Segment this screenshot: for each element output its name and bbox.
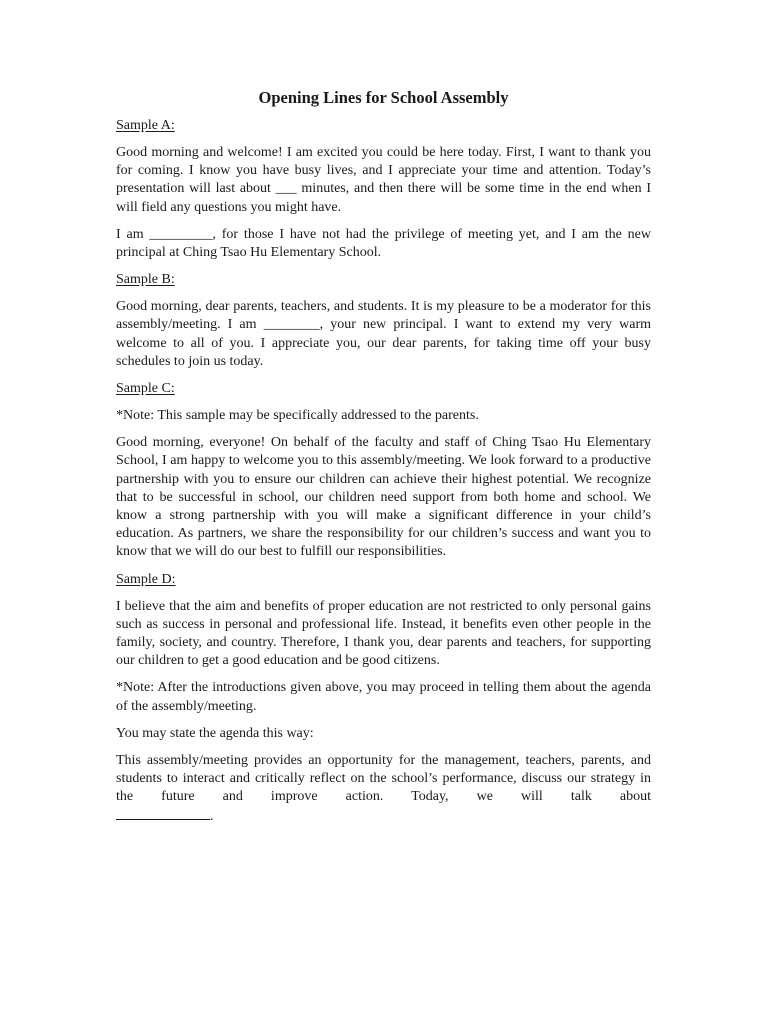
- agenda-closing-punctuation: .: [210, 808, 214, 824]
- agenda-paragraph-text: This assembly/meeting provides an opportunity for the management, teachers, parents, and students to interact and critically reflect on the school’s performance, discuss our strategy in the future and improve action. Today, we will talk about: [116, 753, 651, 805]
- sample-d-label: Sample D:: [116, 571, 176, 587]
- agenda-note: *Note: After the introductions given above, you may proceed in telling them about the agenda of the assembly/meeting.: [116, 680, 651, 714]
- document-title: Opening Lines for School Assembly: [258, 88, 509, 107]
- agenda-intro: You may state the agenda this way:: [116, 725, 314, 741]
- sample-a-paragraph-1: Good morning and welcome! I am excited you could be here today. First, I want to thank you for coming. I know you have busy lives, and I appreciate your time and attention. Today’s presentation will last about ___ minutes, and then there will be some time in the end when I will field any questions you might have.: [116, 145, 651, 215]
- sample-c-note: *Note: This sample may be specifically addressed to the parents.: [116, 408, 479, 424]
- document-page: [116, 88, 651, 835]
- sample-b-paragraph-1: Good morning, dear parents, teachers, and students. It is my pleasure to be a moderator for this assembly/meeting. I am ________, your new principal. I want to extend my very warm welcome to all of you. I appreciate you, our dear parents, for taking time off your busy schedules to join us today.: [116, 299, 651, 369]
- sample-b-label: Sample B:: [116, 272, 175, 288]
- agenda-blank-line: [116, 807, 651, 826]
- sample-a-label: Sample A:: [116, 118, 175, 133]
- agenda-paragraph: [116, 752, 651, 807]
- sample-d-paragraph-1: I believe that the aim and benefits of proper education are not restricted to only personal gains such as success in personal and professional life. Instead, it benefits even other people in the family, society, and country. Therefore, I thank you, dear parents and teachers, for supporting our children to get a good education and be good citizens.: [116, 598, 651, 669]
- sample-a-paragraph-2: I am _________, for those I have not had the privilege of meeting yet, and I am the new principal at Ching Tsao Hu Elementary School.: [116, 226, 651, 261]
- agenda-blank: [116, 807, 210, 820]
- sample-c-paragraph-1: Good morning, everyone! On behalf of the faculty and staff of Ching Tsao Hu Elementary School, I am happy to welcome you to this assembly/meeting. We look forward to a productive partnership with you to ensure our children can achieve their highest potential. We recognize that to be successful in school, our children need support from both home and school. We know a strong partnership with you will make a significant difference in your child’s education. As partners, we share the responsibility for our children’s success and want you to know that we will do our best to fulfill our responsibilities.: [116, 435, 651, 560]
- sample-c-label: Sample C:: [116, 381, 175, 397]
